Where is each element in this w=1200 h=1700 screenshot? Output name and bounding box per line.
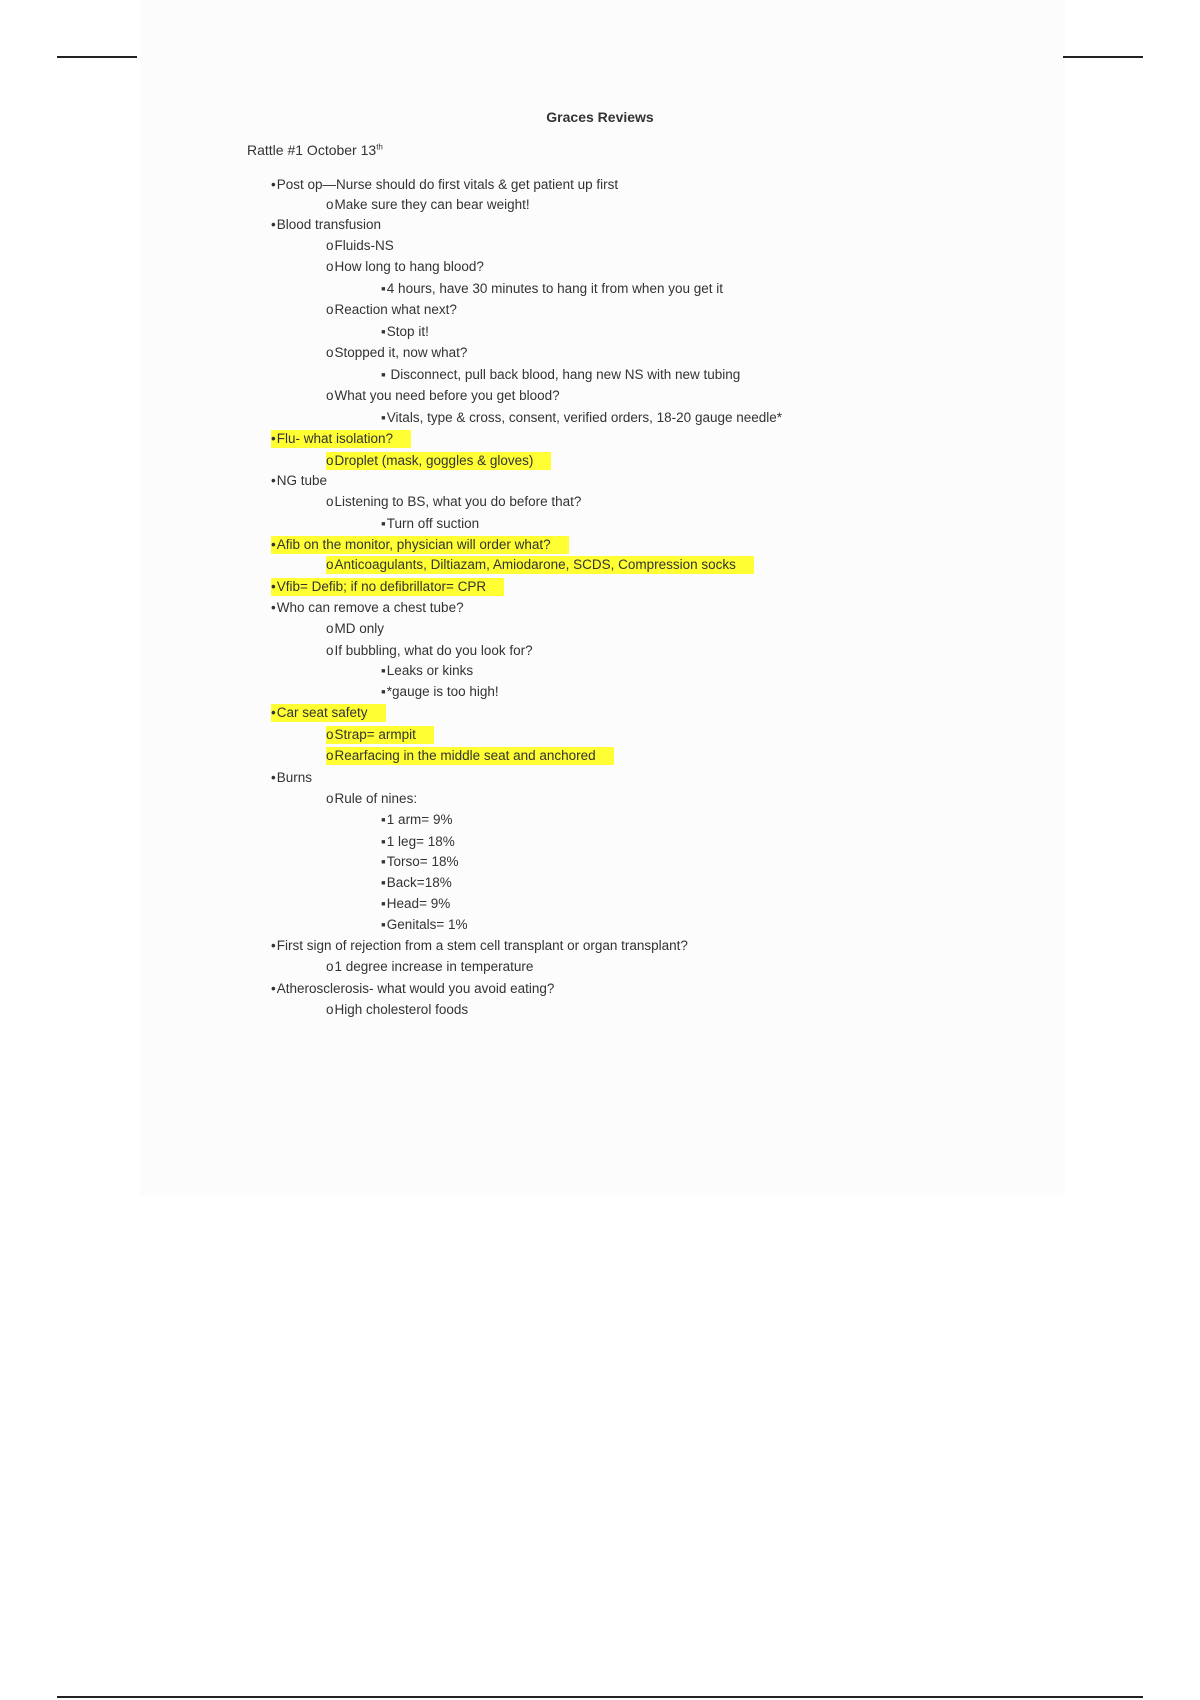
outline-item-text: Leaks or kinks	[386, 663, 474, 678]
outline-item-level-0	[271, 769, 330, 787]
outline-item-text: Burns	[276, 770, 313, 785]
outline-item-text: Torso= 18%	[386, 854, 459, 869]
outline-item-level-1	[326, 556, 754, 574]
bullet-marker: o	[326, 791, 334, 806]
bullet-marker: o	[326, 197, 334, 212]
outline-item-text: Strap= armpit	[334, 727, 416, 742]
outline-item-level-1	[326, 196, 548, 214]
bullet-marker: ▪	[381, 812, 386, 827]
bullet-marker: ▪	[381, 367, 386, 382]
outline-item-text: Disconnect, pull back blood, hang new NS with new tubing	[386, 367, 741, 382]
outline-item-level-1	[326, 958, 551, 976]
outline-item-text: Flu- what isolation?	[276, 431, 394, 446]
date-line-text: Rattle #1 October 13	[247, 142, 377, 158]
bullet-marker: ▪	[381, 516, 386, 531]
outline-item-text: 1 degree increase in temperature	[334, 959, 534, 974]
outline-item-text: Droplet (mask, goggles & gloves)	[334, 453, 534, 468]
outline-item-text: Stopped it, now what?	[334, 345, 468, 360]
bullet-marker: o	[326, 643, 334, 658]
outline-item-text: 1 arm= 9%	[386, 812, 453, 827]
outline-item-level-0	[271, 599, 482, 617]
bullet-marker: •	[271, 600, 276, 615]
document-title: Graces Reviews	[546, 109, 654, 125]
bullet-marker: o	[326, 748, 334, 763]
footer-rule	[57, 1696, 1143, 1698]
bullet-marker: •	[271, 473, 276, 488]
outline-item-text: NG tube	[276, 473, 328, 488]
outline-item-level-2	[381, 874, 470, 892]
outline-item-level-1	[326, 790, 435, 808]
bullet-marker: •	[271, 705, 276, 720]
outline-item-text: Who can remove a chest tube?	[276, 600, 464, 615]
header-rule-left	[57, 56, 137, 58]
bullet-marker: •	[271, 579, 276, 594]
bullet-marker: o	[326, 302, 334, 317]
bullet-marker: ▪	[381, 281, 386, 296]
outline-item-level-0	[271, 472, 345, 490]
bullet-marker: o	[326, 345, 334, 360]
outline-item-level-0	[271, 216, 399, 234]
header-rule-right	[1063, 56, 1143, 58]
bullet-marker: o	[326, 494, 334, 509]
bullet-marker: o	[326, 959, 334, 974]
outline-item-text: Car seat safety	[276, 705, 368, 720]
outline-item-text: What you need before you get blood?	[334, 388, 560, 403]
bullet-marker: o	[326, 259, 334, 274]
bullet-marker: ▪	[381, 875, 386, 890]
outline-item-level-1	[326, 237, 412, 255]
outline-item-level-2	[381, 853, 476, 871]
outline-item-level-2	[381, 280, 741, 298]
date-line	[247, 142, 383, 158]
outline-item-text: Vitals, type & cross, consent, verified orders, 18-20 gauge needle*	[386, 410, 783, 425]
outline-item-text: Fluids-NS	[334, 238, 394, 253]
outline-item-level-1	[326, 452, 551, 470]
outline-item-level-2	[381, 916, 485, 934]
outline-item-level-2	[381, 811, 470, 829]
outline-item-text: Head= 9%	[386, 896, 451, 911]
bullet-marker: •	[271, 177, 276, 192]
outline-item-text: Atherosclerosis- what would you avoid eating?	[276, 981, 555, 996]
bullet-marker: o	[326, 557, 334, 572]
outline-item-level-1	[326, 642, 551, 660]
bullet-marker: o	[326, 388, 334, 403]
outline-item-level-2	[381, 662, 491, 680]
outline-item-level-0	[271, 578, 504, 596]
outline-item-text: Post op—Nurse should do first vitals & get patient up first	[276, 177, 619, 192]
outline-item-text: High cholesterol foods	[334, 1002, 469, 1017]
outline-item-level-2	[381, 895, 468, 913]
outline-item-level-1	[326, 1001, 486, 1019]
outline-item-level-1	[326, 493, 599, 511]
outline-item-level-0	[271, 980, 572, 998]
bullet-marker: •	[271, 217, 276, 232]
bullet-marker: ▪	[381, 854, 386, 869]
outline-item-text: Genitals= 1%	[386, 917, 468, 932]
bullet-marker: ▪	[381, 684, 386, 699]
bullet-marker: •	[271, 770, 276, 785]
outline-item-text: Afib on the monitor, physician will order what?	[276, 537, 551, 552]
outline-item-text: *gauge is too high!	[386, 684, 499, 699]
bullet-marker: ▪	[381, 324, 386, 339]
outline-item-level-2	[381, 683, 517, 701]
outline-item-level-2	[381, 833, 473, 851]
outline-item-level-1	[326, 747, 614, 765]
outline-item-text: Reaction what next?	[334, 302, 457, 317]
outline-item-level-0	[271, 937, 706, 955]
outline-item-text: Rule of nines:	[334, 791, 418, 806]
outline-item-text: Turn off suction	[386, 516, 480, 531]
bullet-marker: o	[326, 238, 334, 253]
bullet-marker: •	[271, 537, 276, 552]
outline-item-level-2	[381, 323, 447, 341]
bullet-marker: o	[326, 453, 334, 468]
outline-item-text: How long to hang blood?	[334, 259, 484, 274]
bullet-marker: •	[271, 981, 276, 996]
bullet-marker: •	[271, 938, 276, 953]
outline-item-level-1	[326, 344, 485, 362]
outline-item-text: Vfib= Defib; if no defibrillator= CPR	[276, 579, 487, 594]
outline-item-text: MD only	[334, 621, 385, 636]
outline-item-text: 1 leg= 18%	[386, 834, 455, 849]
outline-item-text: First sign of rejection from a stem cell transplant or organ transplant?	[276, 938, 688, 953]
outline-item-level-0	[271, 704, 386, 722]
outline-item-level-0	[271, 536, 569, 554]
outline-item-level-1	[326, 258, 502, 276]
outline-item-text: Make sure they can bear weight!	[334, 197, 530, 212]
bullet-marker: ▪	[381, 663, 386, 678]
outline-item-text: If bubbling, what do you look for?	[334, 643, 533, 658]
outline-item-text: Rearfacing in the middle seat and anchored	[334, 748, 596, 763]
bullet-marker: ▪	[381, 896, 386, 911]
bullet-marker: ▪	[381, 917, 386, 932]
outline-item-text: Blood transfusion	[276, 217, 382, 232]
outline-item-text: 4 hours, have 30 minutes to hang it from when you get it	[386, 281, 723, 296]
outline-item-text: Anticoagulants, Diltiazam, Amiodarone, SCDS, Compression socks	[334, 557, 736, 572]
outline-item-level-1	[326, 301, 475, 319]
bullet-marker: o	[326, 621, 334, 636]
bullet-marker: ▪	[381, 410, 386, 425]
outline-item-level-0	[271, 176, 636, 194]
outline-item-level-2	[381, 409, 800, 427]
outline-item-level-2	[381, 515, 497, 533]
bullet-marker: ▪	[381, 834, 386, 849]
outline-item-text: Back=18%	[386, 875, 452, 890]
bullet-marker: o	[326, 727, 334, 742]
bullet-marker: o	[326, 1002, 334, 1017]
outline-item-level-0	[271, 430, 411, 448]
outline-item-level-1	[326, 387, 578, 405]
outline-item-level-2	[381, 366, 758, 384]
outline-item-text: Stop it!	[386, 324, 429, 339]
outline-item-level-1	[326, 726, 434, 744]
outline-item-level-1	[326, 620, 402, 638]
bullet-marker: •	[271, 431, 276, 446]
outline-item-text: Listening to BS, what you do before that?	[334, 494, 582, 509]
date-suffix: th	[376, 142, 383, 152]
